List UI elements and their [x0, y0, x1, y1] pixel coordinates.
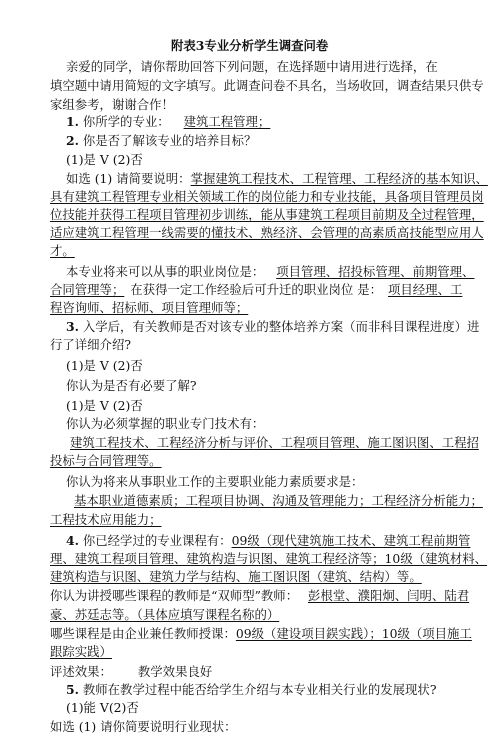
q3-quality-line-2[interactable]: 工程技术应用能力；: [50, 512, 162, 528]
q3-choice-1[interactable]: (1)是 V (2)否: [66, 357, 143, 373]
q2-explain-lead: 如选 (1) 请简要说明：: [66, 170, 191, 186]
q4-dual-line-2[interactable]: 豪、苏廷志等。（具体应填写课程名称的）: [50, 607, 280, 623]
q2-career-lead: 本专业将来可以从事的职业岗位是：: [66, 263, 265, 279]
q1-answer[interactable]: 建筑工程管理；: [183, 113, 271, 129]
q3-text: 入学后，有关教师是否对该专业的整体培养方案（而非科目课程进度）进: [82, 318, 480, 334]
q5-choice[interactable]: (1)能 V(2)否: [66, 700, 139, 715]
q2-explain-line-3[interactable]: 位技能并获得工程项目管理初步训练，能从事建筑工程项目前期及全过程管理，: [50, 206, 484, 222]
q4-courses-line-2[interactable]: 理、建筑工程项目管理、建筑构造与识图、建筑工程经济等；10级（建筑材料、: [50, 551, 488, 567]
q2-choice[interactable]: (1)是 V (2)否: [66, 151, 143, 167]
q2-explain-line-4[interactable]: 适应建筑工程管理一线需要的懂技术、熟经济、会管理的高素质高技能型应用人: [50, 224, 484, 240]
q4-eval-row: [50, 663, 212, 680]
q3-quality-lead: 你认为将来从事职业工作的主要职业能力素质要求是：: [66, 474, 364, 490]
q2-explain-line-2[interactable]: 具有建筑工程管理专业相关领域工作的岗位能力和专业技能，具备项目管理员岗: [50, 188, 484, 204]
q4-courses-line-3[interactable]: 建筑构造与识图、建筑力学与结构、施工图识图（建筑、结构）等。: [50, 569, 422, 585]
q4-dual-teachers[interactable]: 彭根堂、濮阳炯、闫明、陆君: [308, 588, 470, 604]
q2-explain-line-5[interactable]: 才。: [50, 242, 75, 258]
q5-number: 5.: [66, 682, 79, 697]
q4-number: 4.: [66, 533, 79, 549]
intro-line-2: 填空题中请用简短的文字填写。此调查问卷不具名，当场收回，调查结果只供专: [50, 77, 484, 93]
q1-text: 你所学的专业：: [82, 113, 170, 129]
q3-skills-line-1[interactable]: 建筑工程技术、工程经济分析与评价、工程项目管理、施工图识图、工程招: [70, 435, 479, 451]
q2-career-posts[interactable]: 项目管理、招投标管理、前期管理、: [276, 263, 475, 279]
q2-career-row-2: [50, 281, 462, 298]
q2-career-line-3[interactable]: 程咨询师、招标师、项目管理师等；: [50, 299, 249, 315]
q2-text: 你是否了解该专业的培养目标？: [82, 132, 257, 148]
q4-courses-line-1[interactable]: 09级（现代建筑施工技术、建筑工程前期管: [231, 533, 471, 549]
q2-career-up[interactable]: 项目经理、工: [388, 281, 463, 297]
q5-explain: 如选 (1) 请你简要说明行业现状：: [50, 719, 237, 734]
q1-number: 1.: [66, 113, 79, 129]
q4-dual-row: [50, 587, 469, 604]
q3-quality-line-1[interactable]: 基本职业道德素质；工程项目协调、沟通及管理能力；工程经济分析能力；: [74, 493, 483, 509]
q4-eval-lead: 评述效果：: [50, 664, 112, 679]
q2-number: 2.: [66, 132, 79, 148]
q2-career-row: [66, 263, 474, 280]
q2-explain-row: [66, 170, 488, 187]
q3-choice-2[interactable]: (1)是 V (2)否: [66, 397, 143, 413]
q4-dual-lead: 你认为讲授哪些课程的教师是“双师型”教师：: [50, 588, 299, 604]
q2-career-line-2[interactable]: 合同管理等；: [50, 281, 125, 297]
q4-parttime-lead: 哪些课程是由企业兼任教师授课：: [50, 626, 236, 642]
q5-row: [66, 681, 436, 698]
q3-ask: 你认为是否有必要了解?: [66, 377, 197, 393]
q5-text: 教师在教学过程中能否给学生介绍与本专业相关行业的发展现状?: [82, 682, 437, 697]
q3-skills-lead: 你认为必须掌握的职业专门技术有：: [66, 416, 265, 432]
intro-line-1: 亲爱的同学，请你帮助回答下列问题，在选择题中请用进行选择，在: [66, 58, 438, 74]
q3-skills-line-2[interactable]: 投标与合同管理等。: [50, 453, 162, 469]
intro-line-3: 家组参考，谢谢合作！: [50, 96, 174, 112]
page-title: 附表3专业分析学生调查问卷: [171, 38, 329, 53]
q4-row: [66, 532, 470, 549]
q3-text-line-2: 行了详细介绍?: [50, 336, 131, 352]
q4-eval[interactable]: 教学效果良好: [137, 664, 213, 679]
q4-parttime[interactable]: 09级（建设项目鋘实践）；10级（项目施工: [235, 626, 472, 642]
q3-number: 3.: [66, 318, 79, 334]
q2-explain-line-1[interactable]: 掌握建筑工程技术、工程管理、工程经济的基本知识、: [190, 170, 488, 186]
q2-row: [66, 132, 256, 149]
q1-row: [66, 113, 270, 130]
q4-text: 你已经学过的专业课程有：: [82, 533, 232, 549]
q2-career-mid: 在获得一定工作经验后可升迁的职业岗位 是：: [130, 281, 383, 297]
q4-parttime-row: [50, 625, 472, 642]
q4-parttime-line-2[interactable]: 跟踪实践）: [50, 644, 112, 660]
q3-row: [66, 318, 479, 335]
